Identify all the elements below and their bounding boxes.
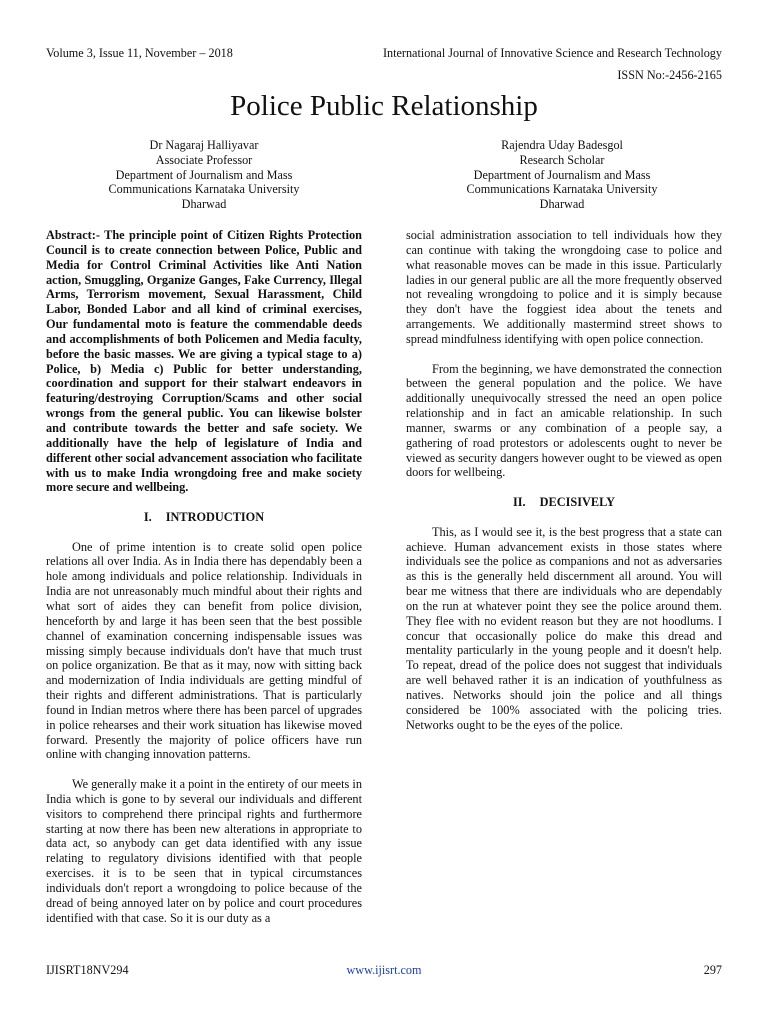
- page-number: 297: [703, 963, 722, 977]
- author-block-2: [412, 138, 712, 212]
- paper-title: Police Public Relationship: [230, 90, 538, 122]
- section-number: II.: [512, 495, 526, 510]
- intro-paragraph-2: We generally make it a point in the entirety of our meets in India which is gone to by several our individuals and different visitors to comprehend there principal rights and furthermore starting at now there has been new alterations in appropriate to data act, so anybody can get data identified with any issue relating to regulatory divisions identified with that people exercises. it is to be seen that in typical circumstances individuals don't report a wrongdoing to police because of the dread of being annoyed later on by police and court procedures identified with that case. So it is our duty as a: [46, 777, 362, 925]
- author-block-1: [54, 138, 354, 212]
- author-university: Communications Karnataka University: [466, 182, 658, 197]
- author-role: Research Scholar: [519, 152, 605, 167]
- author-department: Department of Journalism and Mass: [473, 167, 651, 182]
- author-city: Dharwad: [539, 197, 585, 212]
- author-city: Dharwad: [181, 197, 227, 212]
- journal-website-link[interactable]: www.ijisrt.com: [346, 963, 422, 977]
- decisively-paragraph-1: This, as I would see it, is the best progress that a state can achieve. Human advancement exists in those states where individuals see the police as companions and not as adversaries as this is the generally held discernment all around. You will bear me witness that there are individuals who are dependably on the run at whatever point they see the police around them. They flee with no evident reason but they are not hoodlums. I concur that occasionally police do make this dread and mentality particularly in the young people and it doesn't help. To repeat, dread of the police does not suggest that individuals are well behaved rather it is an indication of youthfulness as natives. Networks should join the police and all things considered be 100% associated with the policing tries. Networks ought to be the eyes of the police.: [406, 524, 722, 732]
- author-department: Department of Journalism and Mass: [115, 167, 293, 182]
- journal-volume-issue: Volume 3, Issue 11, November – 2018: [46, 46, 233, 60]
- right-column: [406, 228, 722, 733]
- left-column: [46, 228, 362, 926]
- section-heading-decisively: [406, 495, 722, 510]
- journal-issn: ISSN No:-2456-2165: [617, 68, 722, 82]
- author-name: Dr Nagaraj Halliyavar: [149, 138, 259, 152]
- section-heading-introduction: [46, 510, 362, 525]
- section-title: DECISIVELY: [539, 495, 616, 510]
- intro-paragraph-3: social administration association to tell individuals how they can continue with taking the wrongdoing case to police and what reasonable moves can be made in this issue. Particularly ladies in our general public are all the more frequently observed not revealing wrongdoing to police and it is simply because they don't have the foggiest idea about the tenets and arrangements. We additionally mastermind street shows to spread mindfulness identifying with open police connection.: [406, 228, 722, 346]
- intro-paragraph-1: One of prime intention is to create solid open police relations all over India. As in India there has dependably been a hole among individuals and police relationship. Individuals in India are not unreasonably much mindful about their rights and what sort of aides they can benefit from police division, henceforth by and large it has been seen that the best possible channel of examination concerning indispensable issues was missing simply because individuals don't have that much trust on police organization. Be that as it may, now with sitting back and modernization of India individuals are getting mindful of their rights and different administrations. That is particularly found in Indian metros where there has been parcel of upgrades in police rehearses and their work situation has likewise moved forward. Presently the majority of police officers have run online with changing innovation patterns.: [46, 539, 362, 762]
- section-number: I.: [143, 509, 152, 524]
- abstract: Abstract:- The principle point of Citizen Rights Protection Council is to create connection between Police, Public and Media for Control Criminal Activities like Anti Nation action, Smuggling, Organize Ganges, Fake Currency, Illegal Arms, Terrorism movement, Sexual Harassment, Child Labor, Bonded Labor and all kind of criminal exercises, Our fundamental moto is feature the commendable deeds and accomplishments of both Policemen and Media faculty, before the basic masses. We are giving a typical stage to a) Police, b) Media c) Public for better understanding, coordination and support for their stalwart endeavors in featuring/destroying Corruption/Scams and other social wrongs from the general public. You can likewise bolster and contribute towards the better and safe society. We additionally have the help of legislature of India and different other social advancement association who facilitate with us to make India wrongdoing free and make society more secure and wellbeing.: [46, 228, 362, 495]
- section-title: INTRODUCTION: [165, 509, 265, 524]
- intro-paragraph-4: From the beginning, we have demonstrated the connection between the general population and the police. We have additionally unequivocally stressed the need an open police relationship and in fact an amicable relationship. In such manner, swarms or any combination of a people say, a gathering of road protestors or adolescents ought to never be viewed as security dangers however ought to be viewed as open doors for wellbeing.: [406, 361, 722, 480]
- author-university: Communications Karnataka University: [108, 182, 300, 197]
- author-name: Rajendra Uday Badesgol: [501, 138, 623, 152]
- journal-name: International Journal of Innovative Science and Research Technology: [382, 46, 722, 60]
- author-role: Associate Professor: [155, 152, 253, 167]
- paper-id: IJISRT18NV294: [46, 963, 129, 977]
